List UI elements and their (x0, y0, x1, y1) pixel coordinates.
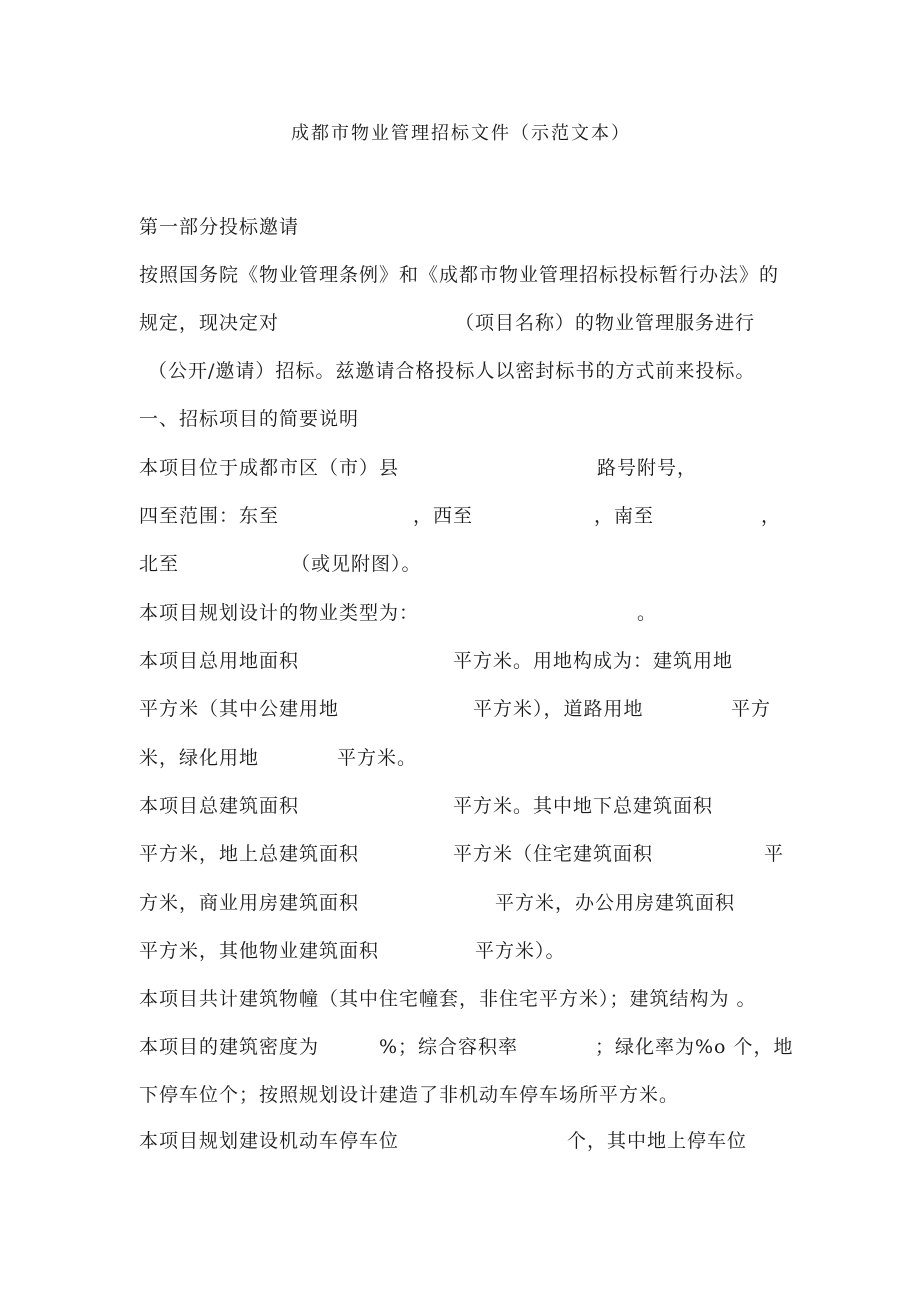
section-heading: 第一部分投标邀请 (139, 216, 300, 238)
document-title: 成都市物业管理招标文件（示范文本） (291, 123, 631, 144)
document-page: 成都市物业管理招标文件（示范文本） 第一部分投标邀请 按照国务院《物业管理条例》和《成都市物业管理招标投标暂行办法》的 规定，现决定对 （项目名称）的物业管理服务进行 （公开/邀请）招标。兹邀请合格投标人以密封标书的方式前来投标。 一、招标项目的简要说明 本项目位于成都市区（市）县 路号附号， 四至范围：东至 ，西至 ，南至 ， 北至 （或见附图）。 本项目规划设计的物业类型为： 。 本项目总用地面积 平方米。用地构成为：建筑用地 平方米（其中公建用地 平方米），道路用地 平方 米，绿化用地 平方米。 本项目总建筑面积 平方米。其中地下总建筑面积 平方米，地上总建筑面积 平方米（住宅建筑面积 平 方米，商业用房建筑面积 平方米，办公用房建筑面积 平方米，其他物业建筑面积 平方米）。 本项目共计建筑物幢（其中住宅幢套，非住宅平方米）；建筑结构为 。 本项目的建筑密度为 %；综合容积率 ；绿化率为%o 个，地 下停车位个；按照规划设计建造了非机动车停车场所平方米。 本项目规划建设机动车停车位 个，其中地上停车位 (139, 123, 794, 1152)
paragraph-line: 本项目共计建筑物幢（其中住宅幢套，非住宅平方米）；建筑结构为 。 (139, 988, 757, 1010)
paragraph-line: （公开/邀请）招标。兹邀请合格投标人以密封标书的方式前来投标。 (148, 360, 756, 382)
paragraph-line: 按照国务院《物业管理条例》和《成都市物业管理招标投标暂行办法》的 (139, 264, 780, 286)
paragraph-line: 下停车位个；按照规划设计建造了非机动车停车场所平方米。 (139, 1084, 680, 1106)
subsection-heading: 一、招标项目的简要说明 (139, 408, 360, 430)
